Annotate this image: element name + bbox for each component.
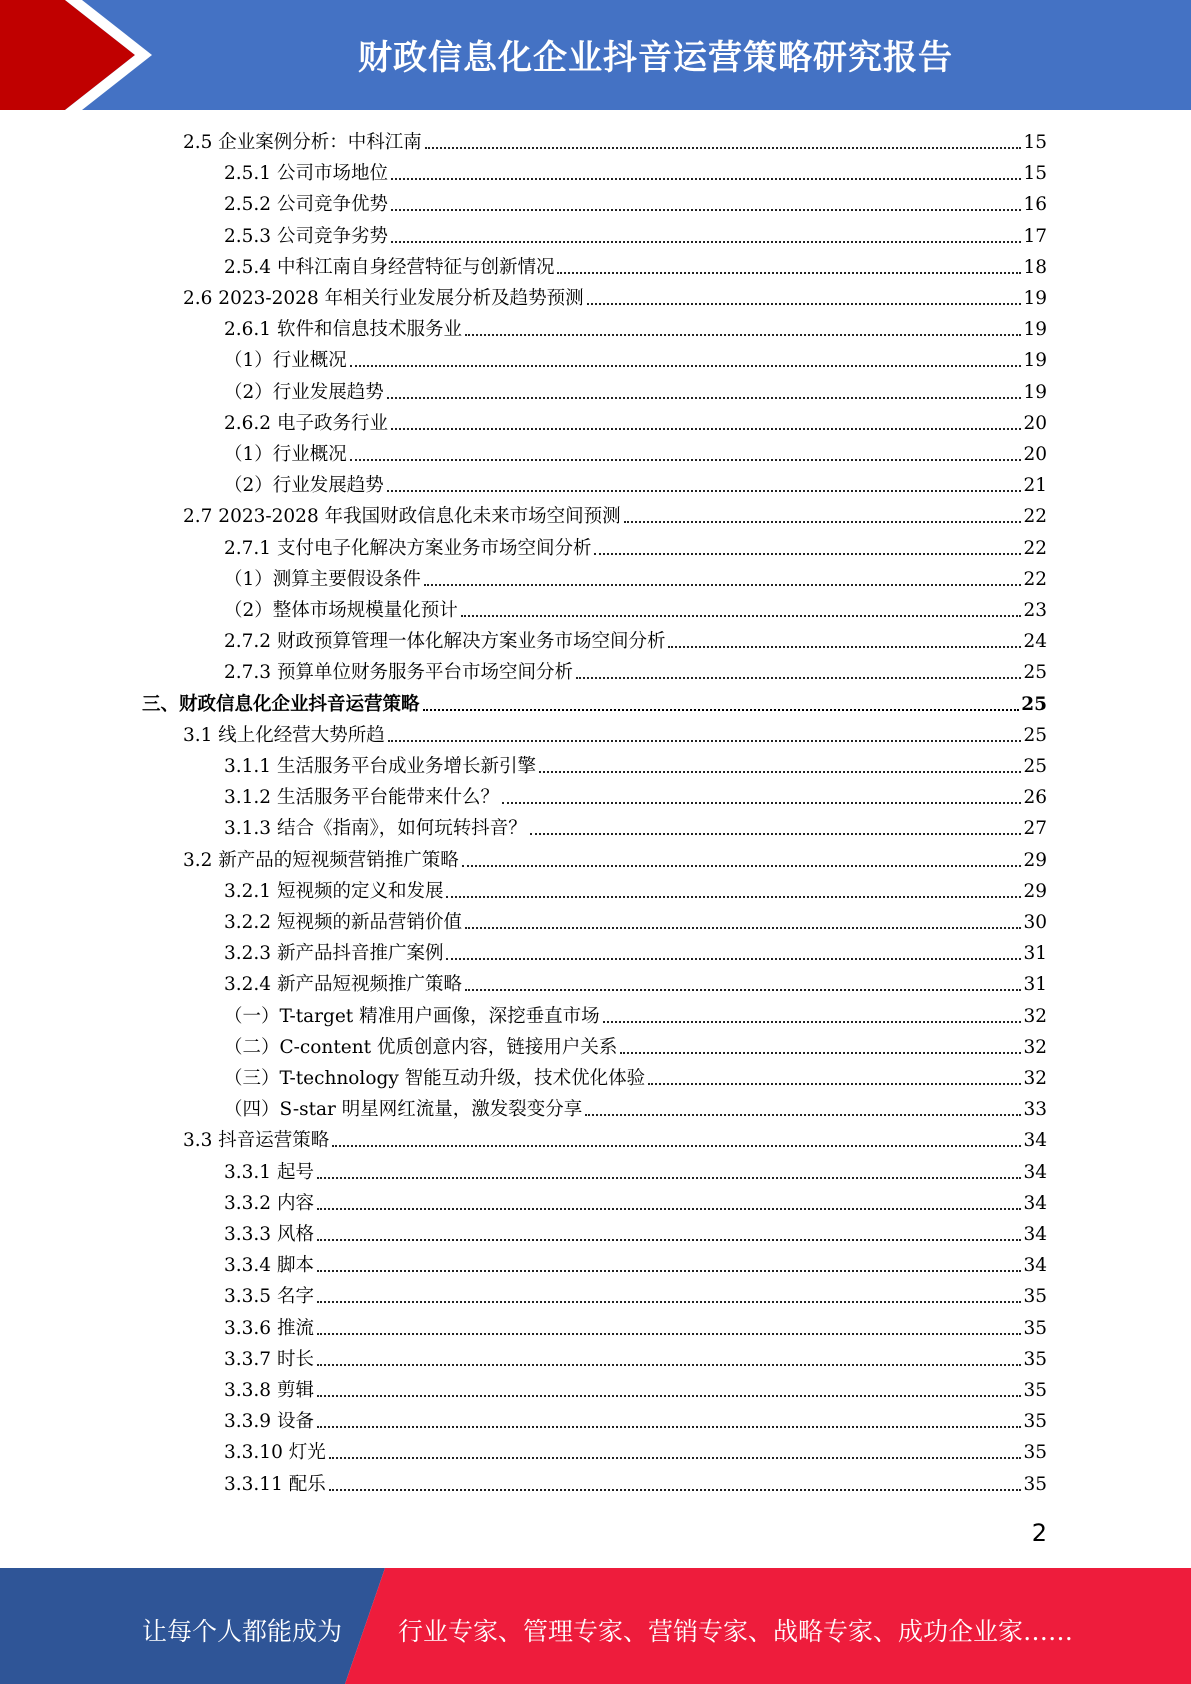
toc-entry[interactable] [224, 1469, 1047, 1500]
toc-leader-dots [317, 1333, 1022, 1335]
toc-entry-label: 2.6.2 电子政务行业 [224, 412, 388, 434]
toc-leader-dots [332, 1145, 1021, 1147]
toc-entry[interactable] [224, 158, 1047, 189]
toc-entry-page: 24 [1023, 631, 1047, 653]
toc-leader-dots [350, 365, 1022, 367]
toc-entry-label: 2.6.1 软件和信息技术服务业 [224, 319, 462, 341]
toc-leader-dots [620, 1052, 1021, 1054]
toc-entry-label: 2.5.1 公司市场地位 [224, 163, 388, 185]
toc-entry-page: 35 [1023, 1473, 1047, 1495]
toc-entry[interactable] [183, 283, 1047, 314]
toc-entry-label: 3.3.1 起号 [224, 1161, 314, 1183]
toc-entry-page: 35 [1023, 1442, 1047, 1464]
toc-entry-label: 3.1.1 生活服务平台成业务增长新引擎 [224, 756, 536, 777]
toc-entry-label: （一）T-target 精准用户画像，深挖垂直市场 [224, 1005, 600, 1027]
toc-entry[interactable] [224, 221, 1047, 252]
toc-entry-label: 2.7.1 支付电子化解决方案业务市场空间分析 [224, 537, 592, 559]
toc-leader-dots [502, 802, 1021, 804]
toc-leader-dots [391, 178, 1021, 180]
toc-entry-page: 34 [1023, 1130, 1047, 1152]
toc-entry-label: 2.5 企业案例分析：中科江南 [183, 132, 422, 153]
toc-entry-label: （1）测算主要假设条件 [224, 568, 421, 590]
toc-entry-label: （三）T-technology 智能互动升级，技术优化体验 [224, 1068, 646, 1089]
toc-entry-page: 34 [1023, 1224, 1047, 1245]
toc-entry-label: （四）S-star 明星网红流量，激发裂变分享 [224, 1099, 583, 1121]
toc-entry[interactable] [224, 1281, 1047, 1312]
toc-entry-page: 22 [1023, 568, 1047, 590]
toc-entry-label: 3.3.6 推流 [224, 1317, 314, 1339]
toc-entry-page: 35 [1023, 1380, 1047, 1401]
toc-entry[interactable] [224, 657, 1047, 688]
toc-entry[interactable] [183, 1125, 1047, 1156]
toc-entry-label: 3.1 线上化经营大势所趋 [183, 724, 385, 746]
toc-entry[interactable] [224, 1001, 1047, 1032]
toc-leader-dots [329, 1489, 1022, 1491]
toc-entry-label: 2.5.4 中科江南自身经营特征与创新情况 [224, 256, 555, 278]
toc-entry-label: 2.6 2023-2028 年相关行业发展分析及趋势预测 [183, 288, 584, 309]
toc-entry[interactable] [224, 252, 1047, 283]
toc-entry-page: 34 [1023, 1161, 1047, 1183]
toc-entry-page: 25 [1023, 724, 1047, 746]
toc-entry[interactable] [224, 1406, 1047, 1437]
toc-entry[interactable] [142, 689, 1047, 720]
toc-leader-dots [624, 521, 1022, 523]
toc-leader-dots [391, 241, 1021, 243]
toc-entry-page: 18 [1023, 256, 1047, 278]
toc-entry-label: 2.7 2023-2028 年我国财政信息化未来市场空间预测 [183, 506, 621, 528]
toc-entry-label: 3.3.2 内容 [224, 1192, 314, 1214]
toc-entry-page: 25 [1023, 662, 1047, 684]
toc-entry-label: 3.3.9 设备 [224, 1411, 314, 1433]
toc-entry-page: 34 [1023, 1255, 1047, 1277]
toc-entry-page: 27 [1023, 818, 1047, 840]
toc-entry-label: 3.1.2 生活服务平台能带来什么？ [224, 787, 499, 809]
toc-entry-label: 2.7.3 预算单位财务服务平台市场空间分析 [224, 662, 573, 684]
toc-entry-page: 35 [1023, 1348, 1047, 1370]
toc-entry-label: 3.3.10 灯光 [224, 1442, 326, 1464]
toc-entry-page: 22 [1023, 506, 1047, 528]
toc-entry-page: 20 [1023, 444, 1047, 465]
toc-entry-page: 29 [1023, 880, 1047, 902]
toc-leader-dots [317, 1301, 1022, 1303]
footer-slogan-right: 行业专家、管理专家、营销专家、战略专家、成功企业家…… [398, 1617, 1074, 1646]
toc-entry-page: 23 [1023, 600, 1047, 621]
toc-entry[interactable] [224, 1219, 1047, 1250]
toc-leader-dots [350, 459, 1022, 461]
toc-entry[interactable] [224, 626, 1047, 657]
toc-entry-label: 3.2.1 短视频的定义和发展 [224, 880, 444, 902]
toc-leader-dots [648, 1083, 1021, 1085]
toc-entry[interactable] [224, 595, 1047, 626]
toc-entry[interactable] [183, 720, 1047, 751]
toc-entry-page: 20 [1023, 412, 1047, 434]
toc-entry-label: 3.2.4 新产品短视频推广策略 [224, 974, 462, 996]
toc-entry[interactable] [224, 1313, 1047, 1344]
toc-leader-dots [317, 1270, 1022, 1272]
toc-entry[interactable] [224, 377, 1047, 408]
toc-entry[interactable] [224, 1063, 1047, 1094]
toc-entry-label: 3.3.4 脚本 [224, 1255, 314, 1277]
toc-entry-page: 35 [1023, 1286, 1047, 1308]
toc-entry-label: 2.7.2 财政预算管理一体化解决方案业务市场空间分析 [224, 631, 666, 653]
toc-entry-label: （2）行业发展趋势 [224, 475, 384, 497]
toc-entry-page: 19 [1023, 350, 1047, 372]
toc-entry[interactable] [224, 314, 1047, 345]
toc-entry-label: 3.3.11 配乐 [224, 1473, 326, 1495]
toc-entry-page: 32 [1023, 1068, 1047, 1089]
toc-entry[interactable] [224, 1157, 1047, 1188]
toc-leader-dots [317, 1208, 1022, 1210]
toc-entry-page: 34 [1023, 1192, 1047, 1214]
toc-leader-dots [391, 428, 1021, 430]
toc-entry[interactable] [224, 1094, 1047, 1125]
toc-leader-dots [423, 709, 1020, 711]
toc-entry-label: （2）整体市场规模量化预计 [224, 600, 458, 621]
toc-leader-dots [668, 646, 1021, 648]
toc-entry-page: 33 [1023, 1099, 1047, 1121]
toc-entry-page: 35 [1023, 1317, 1047, 1339]
toc-entry[interactable] [224, 813, 1047, 844]
toc-entry[interactable] [224, 938, 1047, 969]
page-number: 2 [1031, 1519, 1047, 1547]
toc-entry[interactable] [224, 1437, 1047, 1468]
toc-entry[interactable] [224, 876, 1047, 907]
toc-leader-dots [317, 1426, 1022, 1428]
document-title: 财政信息化企业抖音运营策略研究报告 [358, 38, 953, 78]
toc-entry-page: 32 [1023, 1036, 1047, 1058]
toc-entry-page: 15 [1023, 132, 1047, 153]
toc-entry-page: 25 [1021, 693, 1047, 715]
toc-entry[interactable] [224, 439, 1047, 470]
toc-leader-dots [387, 397, 1022, 399]
toc-leader-dots [317, 1177, 1022, 1179]
toc-entry-page: 15 [1023, 163, 1047, 185]
toc-entry[interactable] [224, 189, 1047, 220]
toc-entry-label: 3.2 新产品的短视频营销推广策略 [183, 849, 459, 871]
toc-entry[interactable] [224, 345, 1047, 376]
toc-entry-label: 3.3.8 剪辑 [224, 1380, 314, 1401]
toc-entry-page: 35 [1023, 1411, 1047, 1433]
toc-leader-dots [461, 615, 1022, 617]
toc-leader-dots [317, 1364, 1022, 1366]
toc-leader-dots [424, 584, 1022, 586]
toc-entry-page: 22 [1023, 537, 1047, 559]
toc-entry-page: 30 [1023, 912, 1047, 933]
toc-leader-dots [387, 490, 1022, 492]
toc-entry-label: 3.3 抖音运营策略 [183, 1130, 330, 1152]
toc-entry-page: 31 [1023, 974, 1047, 996]
toc-entry-page: 19 [1023, 381, 1047, 403]
toc-entry-label: 3.3.5 名字 [224, 1286, 314, 1308]
toc-entry-page: 19 [1023, 288, 1047, 309]
toc-entry-page: 25 [1023, 756, 1047, 777]
toc-entry[interactable] [224, 564, 1047, 595]
toc-leader-dots [425, 147, 1022, 149]
toc-entry[interactable] [224, 470, 1047, 501]
toc-leader-dots [576, 677, 1021, 679]
toc-entry[interactable] [224, 751, 1047, 782]
toc-entry-label: 3.3.7 时长 [224, 1348, 314, 1370]
toc-entry[interactable] [183, 127, 1047, 158]
toc-entry-page: 19 [1023, 319, 1047, 341]
toc-leader-dots [388, 740, 1022, 742]
toc-entry-label: 3.2.3 新产品抖音推广案例 [224, 943, 444, 965]
toc-leader-dots [465, 927, 1021, 929]
toc-entry-label: （二）C-content 优质创意内容，链接用户关系 [224, 1036, 618, 1058]
toc-entry[interactable] [224, 408, 1047, 439]
toc-entry-page: 17 [1023, 225, 1047, 247]
toc-entry[interactable] [224, 1188, 1047, 1219]
toc-leader-dots [465, 989, 1021, 991]
toc-leader-dots [317, 1239, 1022, 1241]
toc-entry-label: 3.1.3 结合《指南》，如何玩转抖音？ [224, 818, 527, 840]
toc-entry-label: （1）行业概况 [224, 350, 347, 372]
page-footer [0, 1568, 1191, 1684]
toc-entry[interactable] [224, 969, 1047, 1000]
toc-entry-label: （2）行业发展趋势 [224, 381, 384, 403]
toc-leader-dots [329, 1457, 1022, 1459]
toc-leader-dots [539, 771, 1021, 773]
toc-entry-page: 21 [1023, 475, 1047, 497]
toc-leader-dots [465, 334, 1021, 336]
toc-leader-dots [603, 1021, 1022, 1023]
toc-entry[interactable] [224, 1032, 1047, 1063]
toc-entry-label: 2.5.3 公司竞争劣势 [224, 225, 388, 247]
toc-leader-dots [317, 1395, 1022, 1397]
toc-entry-page: 16 [1023, 194, 1047, 216]
toc-entry-label: 3.2.2 短视频的新品营销价值 [224, 912, 462, 933]
toc-leader-dots [530, 833, 1022, 835]
toc-entry-page: 26 [1023, 787, 1047, 809]
toc-entry[interactable] [224, 1344, 1047, 1375]
toc-entry[interactable] [224, 782, 1047, 813]
toc-leader-dots [446, 896, 1021, 898]
footer-slogan-left: 让每个人都能成为 [142, 1617, 343, 1646]
toc-leader-dots [391, 209, 1021, 211]
toc-entry[interactable] [183, 845, 1047, 876]
toc-entry-page: 29 [1023, 849, 1047, 871]
toc-entry-label: 2.5.2 公司竞争优势 [224, 194, 388, 216]
toc-entry-label: 三、财政信息化企业抖音运营策略 [142, 693, 420, 715]
toc-entry[interactable] [224, 1250, 1047, 1281]
toc-entry-label: 3.3.3 风格 [224, 1224, 314, 1245]
toc-leader-dots [587, 303, 1022, 305]
toc-leader-dots [594, 553, 1021, 555]
toc-entry-label: （1）行业概况 [224, 444, 347, 465]
toc-entry[interactable] [224, 533, 1047, 564]
toc-leader-dots [585, 1114, 1021, 1116]
toc-entry[interactable] [183, 501, 1047, 532]
toc-leader-dots [462, 865, 1022, 867]
toc-entry[interactable] [224, 907, 1047, 938]
toc-leader-dots [557, 272, 1021, 274]
toc-entry[interactable] [224, 1375, 1047, 1406]
toc-entry-page: 31 [1023, 943, 1047, 965]
toc-entry-page: 32 [1023, 1005, 1047, 1027]
toc-leader-dots [446, 958, 1021, 960]
page-header [0, 0, 1191, 110]
